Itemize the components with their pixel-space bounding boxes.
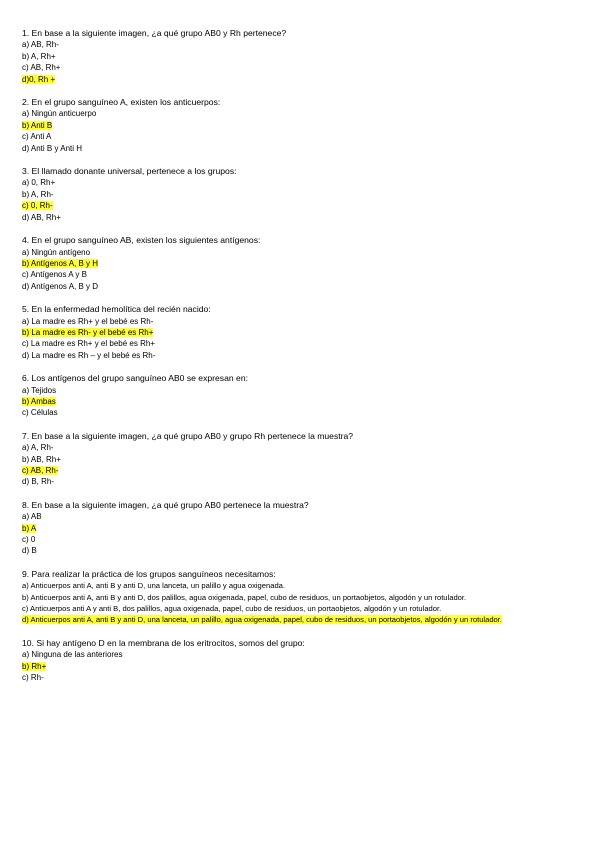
question-text: 8. En base a la siguiente imagen, ¿a qué grupo AB0 pertenece la muestra? (22, 499, 309, 510)
answer-option (22, 396, 582, 407)
answer-option: d) La madre es Rh – y el bebé es Rh- (22, 350, 156, 360)
answer-option: a) Ninguna de las anteriores (22, 650, 123, 660)
answer-option: d) Anti B y Anti H (22, 143, 83, 153)
question-4 (22, 235, 582, 292)
answer-option: c) AB, Rh+ (22, 63, 61, 73)
answer-option: a) 0, Rh+ (22, 178, 56, 188)
answer-option (22, 74, 582, 85)
answer-option (22, 200, 582, 211)
correct-answer-highlight: b) A (22, 523, 37, 533)
question-10 (22, 638, 582, 684)
question-6 (22, 373, 582, 419)
answer-option: a) Tejidos (22, 385, 57, 395)
correct-answer-highlight: d) Anticuerpos anti A, anti B y anti D, una lanceta, un palillo, agua oxigenada, papel, cubo de residuos, un portaobjetos, algodón y un rotulador. (22, 615, 502, 625)
correct-answer-highlight: b) Anti B (22, 120, 53, 130)
question-2 (22, 97, 582, 154)
answer-option: b) Anticuerpos anti A, anti B y anti D, dos palillos, agua oxigenada, papel, cubo de residuos, un portaobjetos, algodón y un rotulador. (22, 592, 467, 602)
question-text: 3. El llamado donante universal, pertenece a los grupos: (22, 166, 237, 177)
correct-answer-highlight: c) AB, Rh- (22, 466, 59, 475)
answer-option: c) Células (22, 408, 58, 418)
answer-option: a) Ningún antígeno (22, 247, 91, 257)
answer-option (22, 523, 582, 534)
question-text: 10. Si hay antígeno D en la membrana de los eritrocitos, somos del grupo: (22, 637, 305, 648)
answer-option: a) A, Rh- (22, 443, 54, 453)
answer-option: d) B, Rh- (22, 477, 55, 487)
answer-option (22, 327, 582, 338)
correct-answer-highlight: b) Antígenos A, B y H (22, 258, 99, 268)
question-3 (22, 166, 582, 223)
correct-answer-highlight: d)0, Rh + (22, 74, 56, 84)
answer-option (22, 614, 582, 625)
answer-option: d) B (22, 546, 37, 556)
answer-option: a) AB (22, 512, 42, 522)
question-text: 1. En base a la siguiente imagen, ¿a qué grupo AB0 y Rh pertenece? (22, 28, 287, 38)
answer-option: a) Anticuerpos anti A, anti B y anti D, una lanceta, un palillo y agua oxigenada. (22, 581, 285, 591)
question-9 (22, 569, 582, 626)
question-text: 9. Para realizar la práctica de los grupos sanguíneos necesitamos: (22, 568, 276, 579)
question-text: 4. En el grupo sanguíneo AB, existen los siguientes antígenos: (22, 235, 261, 246)
quiz-document (22, 28, 582, 696)
answer-option: b) A, Rh- (22, 189, 54, 199)
answer-option: c) Rh- (22, 673, 44, 683)
answer-option: c) Anti A (22, 132, 52, 142)
answer-option (22, 661, 582, 672)
answer-option: a) Ningún anticuerpo (22, 109, 97, 119)
question-text: 6. Los antígenos del grupo sanguíneo AB0 se expresan en: (22, 373, 248, 384)
question-1 (22, 28, 582, 85)
answer-option: a) AB, Rh- (22, 40, 59, 50)
answer-option: a) La madre es Rh+ y el bebé es Rh- (22, 316, 154, 326)
answer-option: b) AB, Rh+ (22, 454, 61, 464)
question-5 (22, 304, 582, 361)
answer-option: b) A, Rh+ (22, 51, 56, 61)
answer-option: c) 0 (22, 535, 36, 545)
question-7 (22, 431, 582, 488)
answer-option (22, 258, 582, 269)
question-8 (22, 500, 582, 557)
question-text: 2. En el grupo sanguíneo A, existen los anticuerpos: (22, 97, 221, 108)
answer-option: c) La madre es Rh+ y el bebé es Rh+ (22, 339, 155, 349)
correct-answer-highlight: c) 0, Rh- (22, 201, 53, 211)
answer-option (22, 120, 582, 131)
correct-answer-highlight: b) Ambas (22, 396, 56, 406)
question-text: 7. En base a la siguiente imagen, ¿a qué grupo AB0 y grupo Rh pertenece la muestra? (22, 430, 354, 441)
correct-answer-highlight: b) La madre es Rh- y el bebé es Rh+ (22, 327, 154, 337)
question-text: 5. En la enfermedad hemolítica del recién nacido: (22, 304, 211, 315)
answer-option: d) Antígenos A, B y D (22, 281, 99, 291)
answer-option: c) Anticuerpos anti A y anti B, dos palillos, agua oxigenada, papel, cubo de residuos, un portaobjetos, algodón y un rotulador. (22, 604, 442, 614)
answer-option: c) Antígenos A y B (22, 270, 87, 280)
answer-option (22, 465, 582, 476)
answer-option: d) AB, Rh+ (22, 212, 61, 222)
correct-answer-highlight: b) Rh+ (22, 661, 47, 671)
